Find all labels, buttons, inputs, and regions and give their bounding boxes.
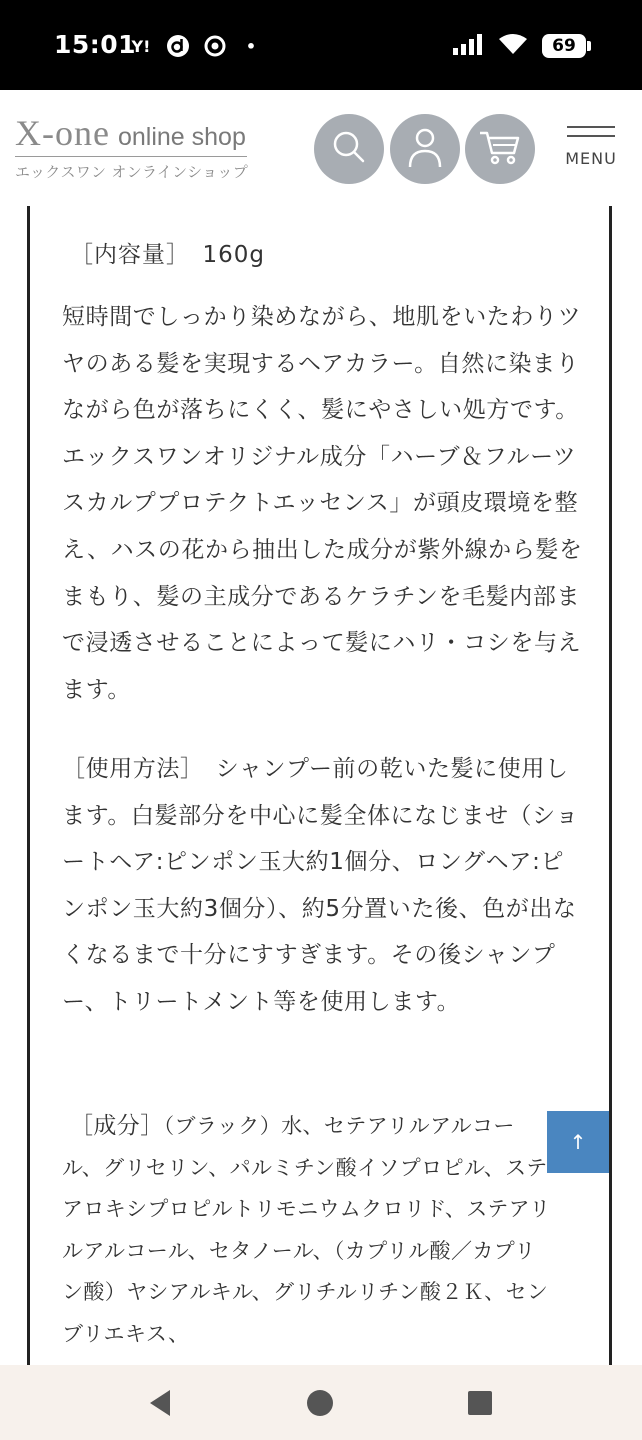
cart-icon (478, 127, 522, 171)
ingredients-text: （ブラック）水、セテアリルアルコール、グリセリン、パルミチン酸イソプロピル、ステアロキシプロピルトリモニウムクロリド、ステアリルアルコール、セタノール、（カプリル酸／カプリン酸）ヤシアルキル、グリチルリチン酸２Ｋ、センブリエキス、 (62, 1114, 551, 1346)
back-button[interactable] (142, 1385, 178, 1421)
status-bar (0, 0, 642, 90)
signal-icon (452, 33, 484, 59)
logo-subtitle: online shop (117, 123, 246, 151)
menu-icon-line (567, 135, 615, 137)
product-info-box (27, 206, 612, 1366)
recents-square-icon (467, 1390, 493, 1416)
logo-kana: エックスワン オンラインショップ (15, 163, 248, 181)
chrome-icon (202, 33, 228, 59)
cart-button[interactable] (465, 114, 535, 184)
account-button[interactable] (390, 114, 460, 184)
user-icon (405, 125, 445, 173)
battery-level: 69 (552, 36, 576, 56)
site-logo[interactable] (15, 113, 255, 186)
d-app-icon (165, 33, 191, 59)
product-ingredients (62, 1106, 552, 1356)
product-usage: ［使用方法］ シャンプー前の乾いた髪に使用します。白髪部分を中心に髪全体になじませ（ショートヘア:ピンポン玉大約1個分、ロングヘア:ピンポン玉大約3個分）、約5分置いた後、色が出なくなるまで十分にすすぎます。その後シャンプー、トリートメント等を使用します。 (62, 756, 579, 1015)
arrow-up-icon: ↑ (569, 1130, 587, 1154)
recents-button[interactable] (462, 1385, 498, 1421)
home-button[interactable] (302, 1385, 338, 1421)
wifi-icon (498, 33, 528, 59)
search-button[interactable] (314, 114, 384, 184)
menu-label: MENU (565, 149, 617, 168)
search-icon (330, 128, 368, 170)
logo-brand: X-one (15, 113, 110, 153)
product-volume: ［内容量］ 160g (70, 242, 265, 268)
system-navigation-bar (0, 1365, 642, 1440)
status-time: 15:01 (54, 30, 137, 59)
back-triangle-icon (146, 1388, 174, 1418)
product-description: 短時間でしっかり染めながら、地肌をいたわりツヤのある髪を実現するヘアカラー。自然に染まりながら色が落ちにくく、髪にやさしい処方です。エックスワンオリジナル成分「ハーブ＆フルーツスカルププロテクトエッセンス」が頭皮環境を整え、ハスの花から抽出した成分が紫外線から髪をまもり、髪の主成分であるケラチンを毛髪内部まで浸透させることによって髪にハリ・コシを与えます。 (62, 304, 583, 703)
ingredients-label: ［成分］ (70, 1113, 164, 1139)
home-circle-icon (306, 1389, 334, 1417)
scroll-to-top-button[interactable] (547, 1111, 609, 1173)
site-header (0, 90, 642, 206)
menu-button[interactable] (564, 126, 618, 186)
yahoo-icon: Y! (131, 36, 151, 56)
logo-divider (15, 156, 247, 157)
menu-icon-line (567, 126, 615, 128)
battery-icon (542, 34, 586, 58)
dot-icon: • (245, 36, 257, 56)
